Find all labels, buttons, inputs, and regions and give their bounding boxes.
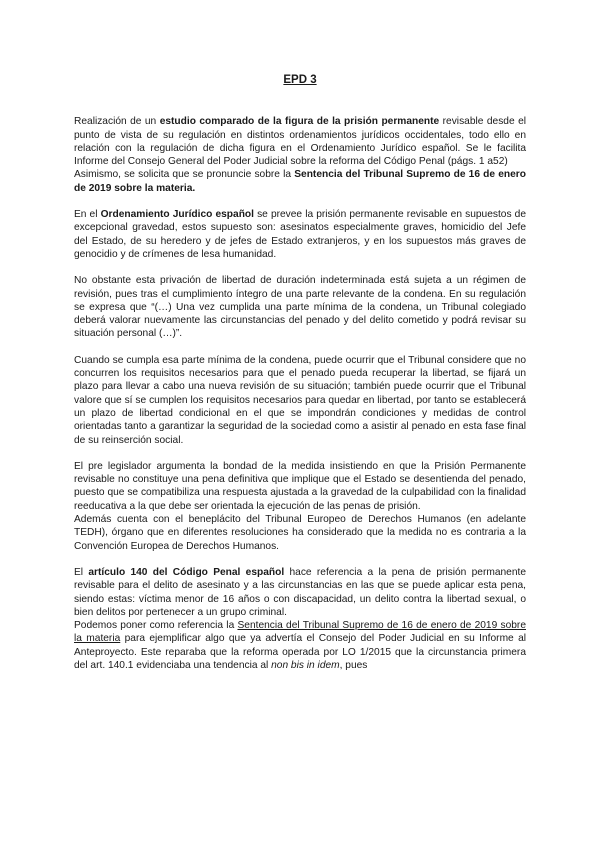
paragraph-pre-legislator: El pre legislador argumenta la bondad de la medida insistiendo en que la Prisión Permanente revisable no constituye una pena definitiva que implique que el Estado se desentienda del penado, puesto que se compatibiliza una respuesta ajustada a la gravedad de la culpabilidad con la finalidad reeducativa a la que debe ser orientada la ejecución de las penas de prisión. (74, 460, 526, 512)
bold-text: Sentencia del Tribunal Supremo de 16 de enero de 2019 sobre la materia. (74, 169, 526, 194)
underlined-text: Sentencia del Tribunal Supremo de 16 de enero de 2019 sobre la materia (74, 620, 526, 645)
text: hace referencia a la pena de prisión permanente revisable para el delito de asesinato y a las circunstancias en las que se puede aplicar esta pena, siendo estas: víctima menor de 16 años o con discapacidad, un delito contra la libertad sexual, o bien delitos por pertenecer a un grupo criminal. (74, 566, 527, 618)
text: Realización de un (74, 116, 160, 128)
text: El (74, 566, 89, 578)
text: para ejemplificar algo que ya advertía el Consejo del Poder Judicial en su Informe al Anteproyecto. Este reparaba que la reforma operada por LO 1/2015 que la circunstancia primera del art. 140.1 evidenciaba una tendencia al (74, 633, 527, 671)
paragraph-request (74, 168, 526, 195)
paragraph-review-regime: No obstante esta privación de libertad de duración indeterminada está sujeta a un régimen de revisión, pues tras el cumplimiento íntegro de una parte relevante de la condena. En su regulación se expresa que “(…) Una vez cumplida una parte mínima de la condena, un Tribunal colegiado deberá valorar nuevamente las circunstancias del penado y del delito cometido y podrá revisar su situación personal (…)”. (74, 275, 526, 340)
paragraph-supreme-court-ruling (74, 619, 526, 672)
paragraph-tedh: Además cuenta con el beneplácito del Tribunal Europeo de Derechos Humanos (en adelante TEDH), órgano que en diferentes resoluciones ha considerado que la medida no es contraria a la Convención Europea de Derechos Humanos. (74, 514, 526, 552)
text: se prevee la prisión permanente revisable en supuestos de excepcional gravedad, estos supuesto son: asesinatos especialmente graves, homicidio del Jefe del Estado, de su heredero y de jefes de Estado extranjeros, y en los supuestos más graves de genocidio y de crímenes de lesa humanidad. (74, 209, 526, 260)
bold-text: artículo 140 del Código Penal español (88, 566, 285, 578)
paragraph-spanish-law (74, 208, 526, 261)
text: , pues (339, 659, 368, 671)
paragraph-article-140 (74, 566, 526, 619)
paragraph-minimum-sentence: Cuando se cumpla esa parte mínima de la condena, puede ocurrir que el Tribunal considere que no concurren los requisitos necesarios para que el penado pueda recuperar la libertad, se fijará un plazo para llevar a cabo una nueva revisión de su situación; también puede ocurrir que el Tribunal valore que sí se cumplen los requisitos necesarios para quedar en libertad, por tanto se establecerá un plazo de libertad condicional en el que se impondrán condiciones y medidas de control orientadas tanto a garantizar la seguridad de la sociedad como a asistir al penado en esta fase final de su reinserción social. (74, 354, 526, 446)
italic-text: non bis in idem (271, 659, 340, 671)
document-title: EPD 3 (283, 74, 317, 86)
text: En el (74, 209, 101, 221)
bold-text: Ordenamiento Jurídico español (100, 209, 254, 221)
text: Podemos poner como referencia la (74, 620, 238, 632)
text: Asimismo, se solicita que se pronuncie sobre la (74, 169, 295, 181)
paragraph-assignment (74, 115, 526, 168)
bold-text: estudio comparado de la figura de la prisión permanente (159, 116, 440, 128)
text: revisable desde el punto de vista de su regulación en distintos ordenamientos jurídicos occidentales, todo ello en relación con la regulación de dicha figura en el Ordenamiento Jurídico español. Se le facilita Informe del Consejo General del Poder Judicial sobre la reforma del Código Penal (págs. 1 a52) (74, 116, 527, 168)
